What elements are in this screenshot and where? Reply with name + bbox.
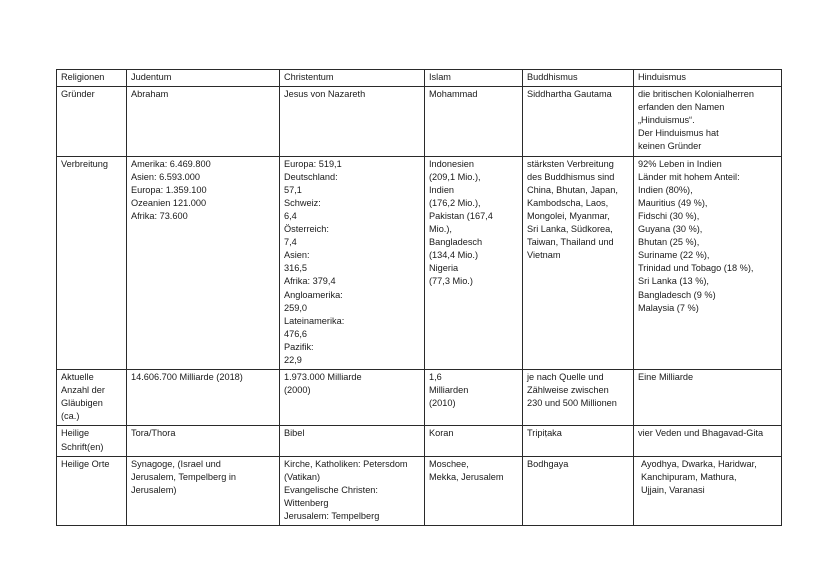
religions-table — [56, 69, 782, 526]
table-row — [57, 370, 782, 426]
header-cell: Hinduismus — [634, 70, 782, 87]
table-cell: Siddhartha Gautama — [523, 87, 634, 156]
table-cell: Moschee, Mekka, Jerusalem — [425, 456, 523, 525]
row-label: Gründer — [57, 87, 127, 156]
header-cell: Judentum — [127, 70, 280, 87]
table-cell: 1.973.000 Milliarde (2000) — [280, 370, 425, 426]
row-label: Heilige Schrift(en) — [57, 426, 127, 456]
table-row — [57, 426, 782, 456]
table-cell: Abraham — [127, 87, 280, 156]
table-cell: Bibel — [280, 426, 425, 456]
table-cell: Amerika: 6.469.800 Asien: 6.593.000 Europa: 1.359.100 Ozeanien 121.000 Afrika: 73.600 — [127, 156, 280, 370]
table-cell: Tora/Thora — [127, 426, 280, 456]
table-cell: je nach Quelle und Zählweise zwischen 230 und 500 Millionen — [523, 370, 634, 426]
table-cell: 92% Leben in Indien Länder mit hohem Anteil: Indien (80%), Mauritius (49 %), Fidschi (30 %), Guyana (30 %), Bhutan (25 %), Suriname (22 %), Trinidad und Tobago (18 %), Sri Lanka (13 %), Bangladesch (9 %) Malaysia (7 %) — [634, 156, 782, 370]
table-row — [57, 456, 782, 525]
header-cell: Islam — [425, 70, 523, 87]
table-cell: Kirche, Katholiken: Petersdom (Vatikan) Evangelische Christen: Wittenberg Jerusalem: Tempelberg — [280, 456, 425, 525]
table-cell: 14.606.700 Milliarde (2018) — [127, 370, 280, 426]
table-row — [57, 156, 782, 370]
header-cell: Christentum — [280, 70, 425, 87]
table-cell: die britischen Kolonialherren erfanden den Namen „Hinduismus“. Der Hinduismus hat keinen Gründer — [634, 87, 782, 156]
header-cell: Buddhismus — [523, 70, 634, 87]
table-cell: Indonesien (209,1 Mio.), Indien (176,2 Mio.), Pakistan (167,4 Mio.), Bangladesch (134,4 Mio.) Nigeria (77,3 Mio.) — [425, 156, 523, 370]
header-row — [57, 70, 782, 87]
table-cell: stärksten Verbreitung des Buddhismus sind China, Bhutan, Japan, Kambodscha, Laos, Mongolei, Myanmar, Sri Lanka, Südkorea, Taiwan, Thailand und Vietnam — [523, 156, 634, 370]
table-cell: Eine Milliarde — [634, 370, 782, 426]
table-cell: Tripiṭaka — [523, 426, 634, 456]
table-cell: Europa: 519,1 Deutschland: 57,1 Schweiz: 6,4 Österreich: 7,4 Asien: 316,5 Afrika: 379,4 Angloamerika: 259,0 Lateinamerika: 476,6 Pazifik: 22,9 — [280, 156, 425, 370]
row-label: Heilige Orte — [57, 456, 127, 525]
header-cell: Religionen — [57, 70, 127, 87]
table-cell: Koran — [425, 426, 523, 456]
table-row — [57, 87, 782, 156]
table-cell: 1,6 Milliarden (2010) — [425, 370, 523, 426]
row-label: Verbreitung — [57, 156, 127, 370]
table-cell: Synagoge, (Israel und Jerusalem, Tempelberg in Jerusalem) — [127, 456, 280, 525]
table-cell: vier Veden und Bhagavad-Gita — [634, 426, 782, 456]
row-label: Aktuelle Anzahl der Gläubigen (ca.) — [57, 370, 127, 426]
table-cell: Ayodhya, Dwarka, Haridwar, Kanchipuram, Mathura, Ujjain, Varanasi — [634, 456, 782, 525]
table-cell: Mohammad — [425, 87, 523, 156]
table-cell: Bodhgaya — [523, 456, 634, 525]
table-cell: Jesus von Nazareth — [280, 87, 425, 156]
